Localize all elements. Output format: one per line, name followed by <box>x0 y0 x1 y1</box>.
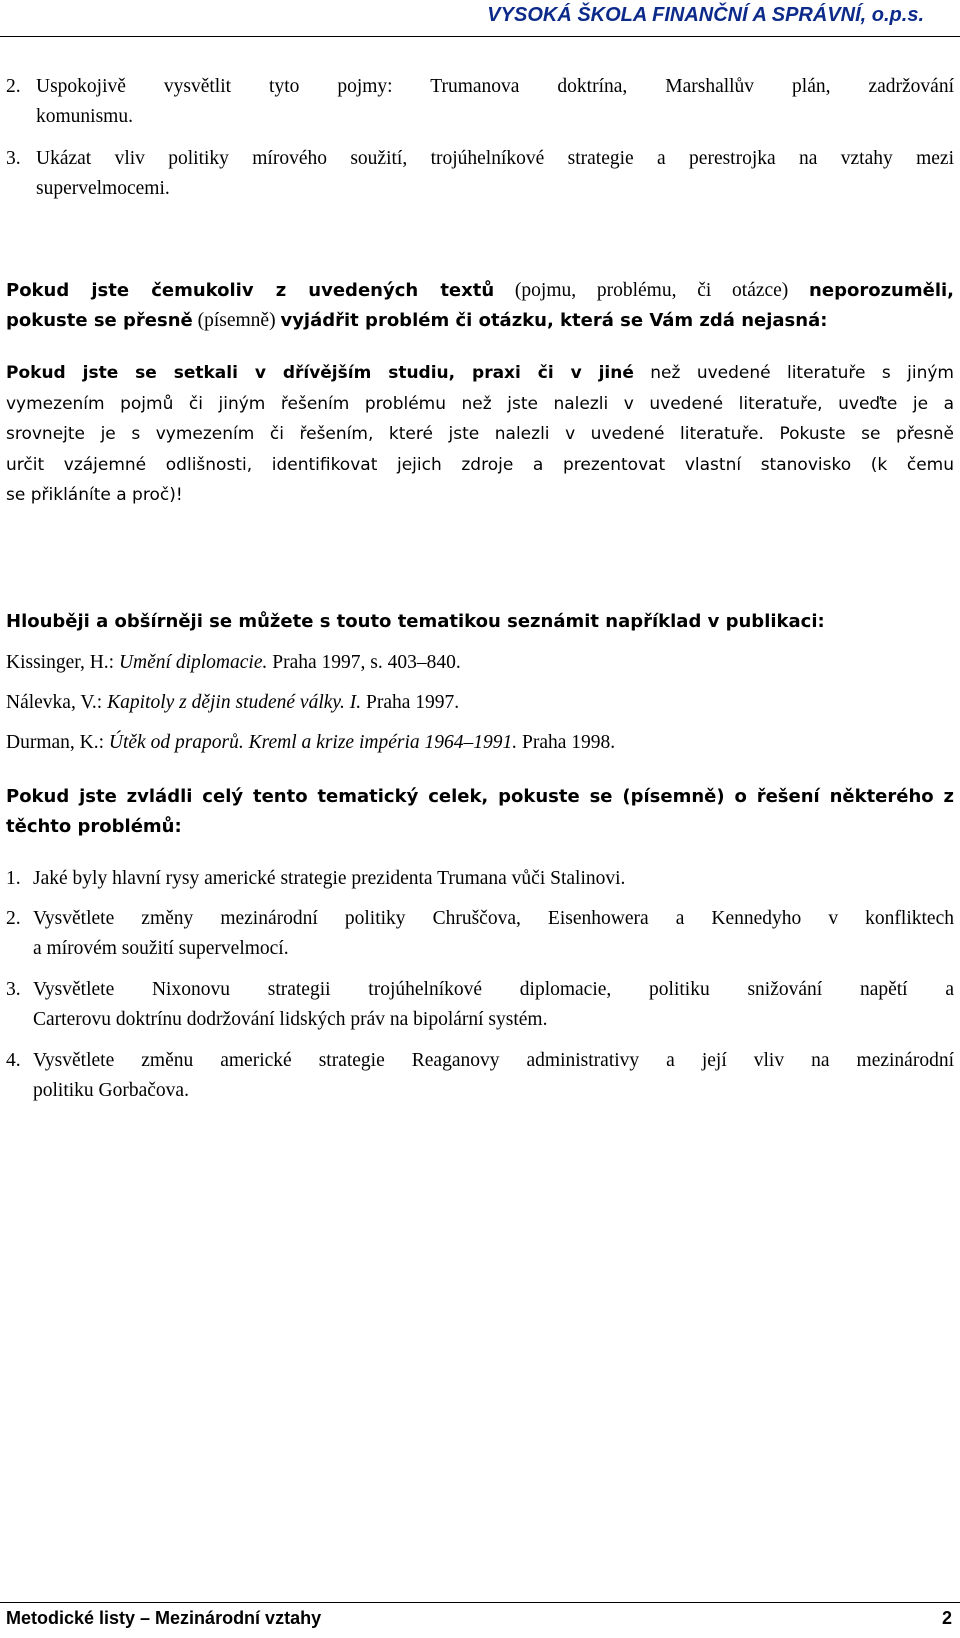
normal-phrase: (písemně) <box>192 310 281 331</box>
task-line: Jaké byly hlavní rysy americké strategie prezidenta Trumana vůči Stalinovi. <box>33 868 626 889</box>
footer-divider <box>0 1602 960 1603</box>
task-line: Carterovu doktrínu dodržování lidských práv na bipolární systém. <box>33 1009 548 1030</box>
bold-phrase: neporozuměli, <box>809 280 954 301</box>
heading-line: těchto problémů: <box>6 816 182 837</box>
task-line: Vysvětlete změny mezinárodní politiky Chruščova, Eisenhowera a Kennedyho v konfliktech <box>33 908 954 929</box>
page-footer <box>0 1594 960 1638</box>
reference-item <box>6 728 615 758</box>
goal-number: 2. <box>6 76 21 97</box>
reference-author: Durman, K.: <box>6 732 109 753</box>
goal-line: supervelmocemi. <box>36 178 170 199</box>
normal-phrase: než uvedené literatuře s jiným <box>633 363 954 383</box>
bold-phrase: vyjádřit problém či otázku, která se Vám zdá nejasná: <box>280 310 828 331</box>
reference-item <box>6 648 461 678</box>
tasks-heading <box>6 782 954 842</box>
task-line: politiku Gorbačova. <box>33 1080 189 1101</box>
task-text <box>33 904 954 964</box>
goal-line: komunismu. <box>36 106 133 127</box>
reference-title: Kapitoly z dějin studené války. I. <box>107 692 362 713</box>
goal-item <box>6 144 954 204</box>
reference-details: Praha 1998. <box>517 732 616 753</box>
reference-details: Praha 1997. <box>361 692 460 713</box>
paragraph-line <box>6 306 954 336</box>
goal-line: Uspokojivě vysvětlit tyto pojmy: Trumanova doktrína, Marshallův plán, zadržování <box>36 76 954 97</box>
goal-line: Ukázat vliv politiky mírového soužití, trojúhelníkové strategie a perestrojka na vztahy mezi <box>36 148 954 169</box>
task-number: 2. <box>6 908 21 929</box>
unclear-paragraph <box>6 276 954 336</box>
task-number: 4. <box>6 1050 21 1071</box>
bold-phrase: Pokud jste se setkali v dřívějším studiu, praxi či v jiné <box>6 363 634 383</box>
goal-item <box>6 72 954 132</box>
other-sources-paragraph <box>6 358 954 511</box>
paragraph-line <box>6 276 954 306</box>
reference-details: Praha 1997, s. 403–840. <box>267 652 461 673</box>
task-number: 3. <box>6 979 21 1000</box>
paragraph-line: se přikláníte a proč)! <box>6 485 183 505</box>
task-line: Vysvětlete Nixonovu strategii trojúhelníkové diplomacie, politiku snižování napětí a <box>33 979 954 1000</box>
institution-name: VYSOKÁ ŠKOLA FINANČNÍ A SPRÁVNÍ, o.p.s. <box>487 4 924 26</box>
page-header <box>0 0 960 40</box>
task-line: Vysvětlete změnu americké strategie Reaganovy administrativy a její vliv na mezinárodní <box>33 1050 954 1071</box>
paragraph-line: srovnejte je s vymezením či řešením, které jste nalezli v uvedené literatuře. Pokuste se přesně <box>6 424 954 444</box>
task-text <box>33 975 954 1035</box>
task-text <box>33 1046 954 1106</box>
paragraph-line: určit vzájemné odlišnosti, identifikovat jejich zdroje a prezentovat vlastní stanovisko (k čemu <box>6 454 954 475</box>
reference-author: Nálevka, V.: <box>6 692 108 713</box>
header-divider <box>0 36 960 37</box>
paragraph-line: vymezením pojmů či jiným řešením problému než jste nalezli v uvedené literatuře, uveďte je a <box>6 393 954 414</box>
task-line: a mírovém soužití supervelmocí. <box>33 938 289 959</box>
goal-number: 3. <box>6 148 21 169</box>
bold-phrase: pokuste se přesně <box>6 310 193 331</box>
page-number: 2 <box>941 1608 952 1628</box>
heading-line: Pokud jste zvládli celý tento tematický celek, pokuste se (písemně) o řešení některého z <box>6 786 954 807</box>
goal-text <box>36 72 954 132</box>
reference-author: Kissinger, H.: <box>6 652 119 673</box>
task-text <box>33 864 954 894</box>
footer-document-title: Metodické listy – Mezinárodní vztahy <box>6 1608 322 1628</box>
normal-phrase: (pojmu, problému, či otázce) <box>494 280 810 301</box>
reference-title: Útěk od praporů. Kreml a krize impéria 1964–1991. <box>108 732 518 753</box>
further-reading-heading: Hlouběji a obšírněji se můžete s touto tematikou seznámit například v publikaci: <box>6 611 825 632</box>
goal-text <box>36 144 954 204</box>
task-number: 1. <box>6 868 21 889</box>
reference-title: Umění diplomacie. <box>118 652 268 673</box>
paragraph-line <box>6 358 954 389</box>
bold-phrase: Pokud jste čemukoliv z uvedených textů <box>6 280 495 301</box>
reference-item <box>6 688 459 718</box>
